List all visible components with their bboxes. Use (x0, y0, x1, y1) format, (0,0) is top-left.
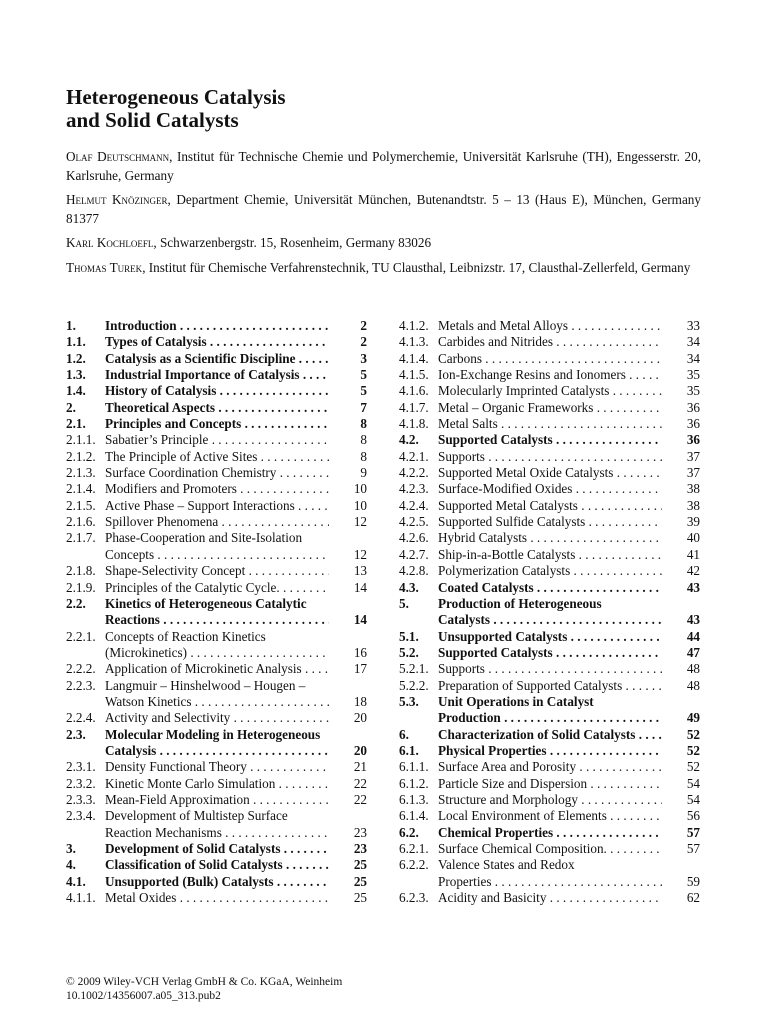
toc-entry-number: 2.1.2. (66, 448, 96, 464)
toc-entry (66, 351, 367, 367)
toc-entry (66, 808, 367, 824)
toc-entry-page: 12 (353, 546, 367, 562)
toc-entry-title: Catalysis . . . (105, 743, 329, 759)
toc-entry (66, 530, 367, 546)
toc-entry-page: 54 (686, 775, 700, 791)
author-entry (66, 234, 701, 253)
toc-entry-page: 52 (686, 726, 700, 742)
toc-entry-page: 40 (686, 530, 700, 546)
author-entry (66, 191, 701, 228)
toc-left-column (66, 318, 367, 906)
toc-entry (399, 792, 700, 808)
toc-entry-page: 9 (360, 465, 367, 481)
toc-entry (66, 563, 367, 579)
author-entry (66, 148, 701, 185)
toc-entry-number: 1.2. (66, 350, 86, 366)
toc-entry-title: Hybrid Catalysts . . . (438, 530, 662, 546)
toc-entry (66, 547, 367, 563)
toc-entry-title: Development of Multistep Surface (105, 808, 288, 824)
toc-entry-number: 4.1.6. (399, 383, 429, 399)
toc-entry-page: 16 (353, 644, 367, 660)
toc-entry-title: Metal Salts . . . (438, 416, 662, 432)
toc-entry-number: 4.2.5. (399, 514, 429, 530)
toc-entry-title: History of Catalysis . . . (105, 383, 329, 399)
toc-entry-page: 36 (686, 416, 700, 432)
toc-entry-title: Preparation of Supported Catalysts . . . (438, 678, 662, 694)
toc-entry-number: 6.2. (399, 824, 419, 840)
toc-entry-title: Development of Solid Catalysts . . . (105, 841, 329, 857)
toc-entry (66, 743, 367, 759)
toc-entry-page: 2 (360, 334, 367, 350)
toc-entry-title: Industrial Importance of Catalysis . . . (105, 367, 329, 383)
toc-entry-number: 4.2.3. (399, 481, 429, 497)
toc-entry (399, 759, 700, 775)
toc-entry-number: 6.2.1. (399, 841, 429, 856)
toc-entry-title: Types of Catalysis . . . (105, 334, 329, 350)
toc-entry-page: 38 (686, 497, 700, 513)
toc-entry (399, 612, 700, 628)
toc-entry-page: 35 (686, 367, 700, 383)
toc-entry-title: Chemical Properties . . . (438, 825, 662, 841)
toc-entry (66, 759, 367, 775)
toc-entry (399, 808, 700, 824)
toc-entry-page: 12 (353, 514, 367, 530)
toc-entry-page: 25 (353, 857, 367, 873)
toc-entry-title: Carbons . . . (438, 351, 662, 367)
author-name: Helmut Knözinger (66, 192, 168, 207)
toc-entry-title: Supports . . . (438, 661, 662, 677)
toc-entry (66, 661, 367, 677)
toc-entry-title: Polymerization Catalysts . . . (438, 563, 662, 579)
toc-entry (399, 432, 700, 448)
toc-entry-number: 4.1.5. (399, 367, 429, 383)
toc-entry-number: 2.1.4. (66, 481, 96, 497)
toc-entry-title: Mean-Field Approximation . . . (105, 792, 329, 808)
toc-entry-title: Watson Kinetics . . . (105, 694, 329, 710)
toc-entry-number: 5.2.2. (399, 677, 429, 693)
toc-entry-number: 2.2.3. (66, 677, 96, 693)
toc-entry (399, 498, 700, 514)
toc-entry-title: Sabatier’s Principle . . . (105, 432, 329, 448)
toc-entry-title: Ship-in-a-Bottle Catalysts . . . (438, 547, 662, 563)
toc-entry-page: 52 (686, 742, 700, 758)
toc-entry-number: 2.3.2. (66, 775, 96, 791)
toc-entry-title: Theoretical Aspects . . . (105, 400, 329, 416)
toc-entry (66, 416, 367, 432)
toc-entry-title: Physical Properties . . . (438, 743, 662, 759)
toc-entry-page: 57 (686, 841, 700, 856)
toc-entry (399, 629, 700, 645)
toc-entry (399, 890, 700, 906)
toc-entry-title: Kinetics of Heterogeneous Catalytic (105, 595, 307, 611)
toc-entry-title: Catalysts . . . (438, 612, 662, 628)
toc-entry-page: 20 (353, 710, 367, 726)
toc-entry-page: 7 (360, 399, 367, 415)
toc-entry-number: 1. (66, 318, 76, 333)
toc-entry (399, 694, 700, 710)
toc-entry-number: 5. (399, 595, 409, 611)
toc-entry-page: 59 (686, 873, 700, 889)
toc-entry (399, 465, 700, 481)
toc-entry-number: 6. (399, 726, 409, 742)
toc-entry-page: 14 (353, 579, 367, 595)
toc-entry-page: 10 (353, 481, 367, 497)
toc-entry-page: 47 (686, 644, 700, 660)
toc-entry (66, 498, 367, 514)
toc-entry-title: Supported Metal Oxide Catalysts . . . (438, 465, 662, 481)
toc-entry-number: 6.1. (399, 742, 419, 758)
toc-entry-page: 37 (686, 465, 700, 481)
toc-entry-title: Application of Microkinetic Analysis . . . (105, 661, 329, 677)
toc-entry (66, 678, 367, 694)
toc-entry (399, 563, 700, 579)
toc-entry (399, 449, 700, 465)
toc-entry-title: Properties . . . (438, 874, 662, 890)
author-affiliation: , Institut für Chemische Verfahrenstechnik, TU Clausthal, Leibnizstr. 17, Clausthal-Zellerfeld, Germany (142, 259, 691, 275)
toc-entry (399, 530, 700, 546)
toc-entry-page: 35 (686, 383, 700, 399)
toc-entry (66, 792, 367, 808)
toc-entry-page: 22 (353, 791, 367, 807)
toc-entry-page: 48 (686, 661, 700, 677)
toc-entry-page: 41 (686, 546, 700, 562)
toc-entry (66, 465, 367, 481)
toc-entry-page: 21 (353, 759, 367, 775)
toc-entry-number: 3. (66, 841, 76, 856)
author-name: Thomas Turek (66, 259, 143, 275)
toc-entry-title: Production . . . (438, 710, 662, 726)
toc-entry-page: 5 (360, 383, 367, 399)
toc-entry (66, 727, 367, 743)
toc-entry-title: The Principle of Active Sites . . . (105, 449, 329, 465)
toc-entry-number: 2.3.1. (66, 759, 96, 775)
toc-entry (66, 874, 367, 890)
toc-entry (399, 367, 700, 383)
toc-entry-number: 2.1. (66, 416, 86, 432)
toc-entry-title: Valence States and Redox (438, 857, 575, 873)
toc-entry-page: 43 (686, 579, 700, 595)
toc-entry-title: Ion-Exchange Resins and Ionomers . . . (438, 367, 662, 383)
toc-entry (66, 857, 367, 873)
toc-entry (399, 481, 700, 497)
toc-entry-page: 43 (686, 612, 700, 628)
toc-entry (399, 416, 700, 432)
toc-entry-number: 2.3. (66, 726, 86, 742)
toc-entry-number: 4.1.7. (399, 399, 429, 415)
toc-entry-number: 2.3.3. (66, 791, 96, 807)
toc-entry-page: 34 (686, 334, 700, 350)
toc-entry-title: Carbides and Nitrides . . . (438, 334, 662, 350)
toc-entry (399, 318, 700, 334)
toc-entry-page: 2 (360, 318, 367, 333)
toc-entry-title: Metal – Organic Frameworks . . . (438, 400, 662, 416)
toc-entry (66, 580, 367, 596)
toc-entry (399, 351, 700, 367)
toc-entry-number: 4.1.3. (399, 334, 429, 350)
toc-entry-page: 48 (686, 677, 700, 693)
author-list (66, 148, 701, 283)
toc-entry-title: Metal Oxides . . . (105, 890, 329, 906)
toc-entry-title: Activity and Selectivity . . . (105, 710, 329, 726)
toc-entry-page: 62 (686, 890, 700, 906)
toc-entry-title: Supported Catalysts . . . (438, 645, 662, 661)
toc-entry-page: 22 (353, 775, 367, 791)
toc-entry-page: 33 (686, 318, 700, 333)
toc-entry-title: (Microkinetics) . . . (105, 645, 329, 661)
toc-entry (399, 596, 700, 612)
toc-entry-page: 34 (686, 350, 700, 366)
toc-entry-page: 3 (360, 350, 367, 366)
toc-entry-number: 2.2.2. (66, 661, 96, 677)
toc-entry-title: Acidity and Basicity . . . (438, 890, 662, 906)
toc-entry-title: Surface Chemical Composition. . . . (438, 841, 662, 857)
toc-entry-title: Unsupported Catalysts . . . (438, 629, 662, 645)
toc-entry-number: 4. (66, 857, 76, 873)
toc-entry-title: Surface Area and Porosity . . . (438, 759, 662, 775)
toc-entry-number: 5.2.1. (399, 661, 429, 677)
toc-entry (399, 727, 700, 743)
toc-entry-page: 25 (353, 873, 367, 889)
author-affiliation: , Schwarzenbergstr. 15, Rosenheim, Germany 83026 (153, 235, 432, 250)
toc-entry-title: Supported Metal Catalysts . . . (438, 498, 662, 514)
toc-entry-title: Molecular Modeling in Heterogeneous (105, 726, 321, 742)
toc-entry-title: Coated Catalysts . . . (438, 580, 662, 596)
toc-entry-title: Phase-Cooperation and Site-Isolation (105, 530, 303, 546)
toc-entry-title: Supported Catalysts . . . (438, 432, 662, 448)
toc-entry-title: Structure and Morphology . . . (438, 792, 662, 808)
toc-entry-number: 4.2.8. (399, 563, 429, 579)
toc-entry (66, 645, 367, 661)
author-affiliation: , Department Chemie, Universität München, Butenandtstr. 5 – 13 (Haus E), München, Germany 81377 (66, 192, 701, 226)
toc-entry-page: 56 (686, 808, 700, 824)
toc-entry-title: Active Phase – Support Interactions . . . (105, 498, 329, 514)
toc-entry-number: 2.2. (66, 595, 86, 611)
toc-right-column (399, 318, 700, 906)
toc-entry-title: Reactions . . . (105, 612, 329, 628)
toc-entry-page: 54 (686, 791, 700, 807)
toc-entry (399, 661, 700, 677)
toc-entry (399, 334, 700, 350)
toc-entry (399, 841, 700, 857)
toc-entry-title: Density Functional Theory . . . (105, 759, 329, 775)
toc-entry-page: 14 (353, 612, 367, 628)
toc-entry-number: 6.1.2. (399, 775, 429, 791)
toc-entry (66, 383, 367, 399)
author-entry (66, 259, 701, 278)
toc-entry (399, 874, 700, 890)
toc-entry (66, 334, 367, 350)
toc-entry (66, 367, 367, 383)
toc-entry-page: 49 (686, 710, 700, 726)
toc-entry-number: 6.1.1. (399, 759, 429, 775)
toc-entry-page: 17 (353, 661, 367, 677)
toc-entry-number: 1.3. (66, 367, 86, 383)
toc-entry (66, 694, 367, 710)
toc-entry-number: 4.3. (399, 579, 419, 595)
toc-entry-number: 1.1. (66, 334, 86, 350)
toc-entry-number: 2.1.3. (66, 465, 96, 481)
toc-entry-number: 6.2.3. (399, 890, 429, 906)
toc-entry-title: Supported Sulfide Catalysts . . . (438, 514, 662, 530)
author-name: Olaf Deutschmann (66, 149, 170, 164)
toc-entry-number: 4.2.1. (399, 448, 429, 464)
toc-entry-number: 4.1.2. (399, 318, 429, 333)
toc-entry-number: 5.2. (399, 644, 419, 660)
toc-entry-number: 4.2. (399, 432, 419, 448)
toc-entry (399, 580, 700, 596)
toc-entry-title: Unsupported (Bulk) Catalysts . . . (105, 874, 329, 890)
toc-entry-title: Local Environment of Elements . . . (438, 808, 662, 824)
toc-entry-page: 52 (686, 759, 700, 775)
toc-entry (399, 678, 700, 694)
toc-entry-number: 5.1. (399, 628, 419, 644)
toc-entry-number: 4.2.4. (399, 497, 429, 513)
toc-entry-title: Kinetic Monte Carlo Simulation . . . (105, 776, 329, 792)
toc-entry-title: Introduction . . . (105, 318, 329, 334)
toc-entry-number: 2.3.4. (66, 808, 96, 824)
toc-entry (399, 710, 700, 726)
toc-entry-number: 6.1.4. (399, 808, 429, 824)
toc-entry (399, 645, 700, 661)
toc-entry (399, 776, 700, 792)
toc-entry-page: 8 (360, 448, 367, 464)
toc-entry-title: Production of Heterogeneous (438, 595, 602, 611)
toc-entry-number: 2.2.1. (66, 628, 96, 644)
toc-entry-title: Shape-Selectivity Concept . . . (105, 563, 329, 579)
toc-entry-number: 2.2.4. (66, 710, 96, 726)
copyright-line: © 2009 Wiley-VCH Verlag GmbH & Co. KGaA, Weinheim (66, 976, 343, 988)
author-name: Karl Kochloefl (66, 235, 154, 250)
toc-entry (399, 514, 700, 530)
toc-entry-number: 4.2.6. (399, 530, 429, 546)
toc-entry (66, 432, 367, 448)
toc-entry-title: Surface Coordination Chemistry . . . (105, 465, 329, 481)
toc-entry-number: 2.1.1. (66, 432, 96, 448)
toc-entry-page: 10 (353, 497, 367, 513)
toc-entry-number: 2.1.6. (66, 514, 96, 530)
toc-entry (66, 612, 367, 628)
toc-entry (399, 857, 700, 873)
toc-entry-number: 4.1. (66, 873, 86, 889)
toc-entry-number: 2. (66, 399, 76, 415)
toc-entry-page: 23 (353, 841, 367, 856)
toc-entry (399, 825, 700, 841)
toc-entry-title: Reaction Mechanisms . . . (105, 825, 329, 841)
toc-entry-page: 23 (353, 824, 367, 840)
toc-entry-title: Concepts of Reaction Kinetics (105, 628, 266, 644)
toc-entry-title: Unit Operations in Catalyst (438, 693, 594, 709)
toc-entry (66, 776, 367, 792)
toc-entry (66, 710, 367, 726)
toc-entry (66, 890, 367, 906)
toc-entry-title: Spillover Phenomena . . . (105, 514, 329, 530)
toc-entry (399, 547, 700, 563)
toc-entry (399, 383, 700, 399)
toc-entry-number: 4.2.7. (399, 546, 429, 562)
toc-entry-page: 5 (360, 367, 367, 383)
title-line-1: Heterogeneous Catalysis (66, 85, 286, 109)
toc-entry-number: 4.1.8. (399, 416, 429, 432)
toc-entry-title: Catalysis as a Scientific Discipline . . . (105, 351, 329, 367)
toc-entry-page: 44 (686, 628, 700, 644)
toc-entry-page: 20 (353, 742, 367, 758)
toc-entry-page: 25 (353, 890, 367, 906)
toc-entry-page: 36 (686, 432, 700, 448)
author-affiliation: , Institut für Technische Chemie und Polymerchemie, Universität Karlsruhe (TH), Engesserstr. 20, Karlsruhe, Germany (66, 149, 701, 183)
article-title (66, 86, 286, 132)
title-line-2: and Solid Catalysts (66, 108, 239, 132)
doi-line: 10.1002/14356007.a05_313.pub2 (66, 990, 221, 1002)
toc-entry-number: 2.1.7. (66, 530, 96, 546)
toc-entry (66, 400, 367, 416)
toc-entry-number: 6.1.3. (399, 791, 429, 807)
toc-entry-number: 2.1.9. (66, 579, 96, 595)
toc-entry (66, 841, 367, 857)
toc-entry-title: Particle Size and Dispersion . . . (438, 776, 662, 792)
toc-entry (399, 743, 700, 759)
toc-entry (66, 514, 367, 530)
toc-entry-page: 18 (353, 693, 367, 709)
toc-entry-title: Principles and Concepts . . . (105, 416, 329, 432)
toc-entry (66, 318, 367, 334)
toc-entry-title: Principles of the Catalytic Cycle. . . . (105, 580, 329, 596)
toc-entry-number: 6.2.2. (399, 857, 429, 873)
toc-entry-number: 2.1.5. (66, 497, 96, 513)
toc-entry-page: 42 (686, 563, 700, 579)
toc-entry-title: Classification of Solid Catalysts . . . (105, 857, 329, 873)
toc-entry-page: 57 (686, 824, 700, 840)
toc-entry (66, 825, 367, 841)
toc-entry-title: Molecularly Imprinted Catalysts . . . (438, 383, 662, 399)
toc-entry-title: Concepts . . . (105, 547, 329, 563)
toc-entry-page: 37 (686, 448, 700, 464)
toc-entry-number: 4.1.1. (66, 890, 96, 906)
toc-entry-title: Metals and Metal Alloys . . . (438, 318, 662, 334)
toc-entry-page: 13 (353, 563, 367, 579)
toc-entry (66, 629, 367, 645)
toc-entry-title: Characterization of Solid Catalysts . . . (438, 727, 662, 743)
toc-entry (399, 400, 700, 416)
toc-entry (66, 481, 367, 497)
toc-entry-number: 4.2.2. (399, 465, 429, 481)
toc-entry-page: 8 (360, 432, 367, 448)
footer (66, 975, 342, 1003)
toc-entry-number: 4.1.4. (399, 350, 429, 366)
toc-entry (66, 449, 367, 465)
toc-entry-title: Langmuir – Hinshelwood – Hougen – (105, 677, 306, 693)
toc-entry-title: Supports . . . (438, 449, 662, 465)
toc-entry-page: 38 (686, 481, 700, 497)
toc-entry (66, 596, 367, 612)
toc-entry-title: Modifiers and Promoters . . . (105, 481, 329, 497)
toc-entry-number: 5.3. (399, 693, 419, 709)
toc-entry-page: 39 (686, 514, 700, 530)
toc-entry-page: 8 (360, 416, 367, 432)
toc-entry-number: 2.1.8. (66, 563, 96, 579)
toc-entry-page: 36 (686, 399, 700, 415)
toc-entry-title: Surface-Modified Oxides . . . (438, 481, 662, 497)
toc-entry-number: 1.4. (66, 383, 86, 399)
